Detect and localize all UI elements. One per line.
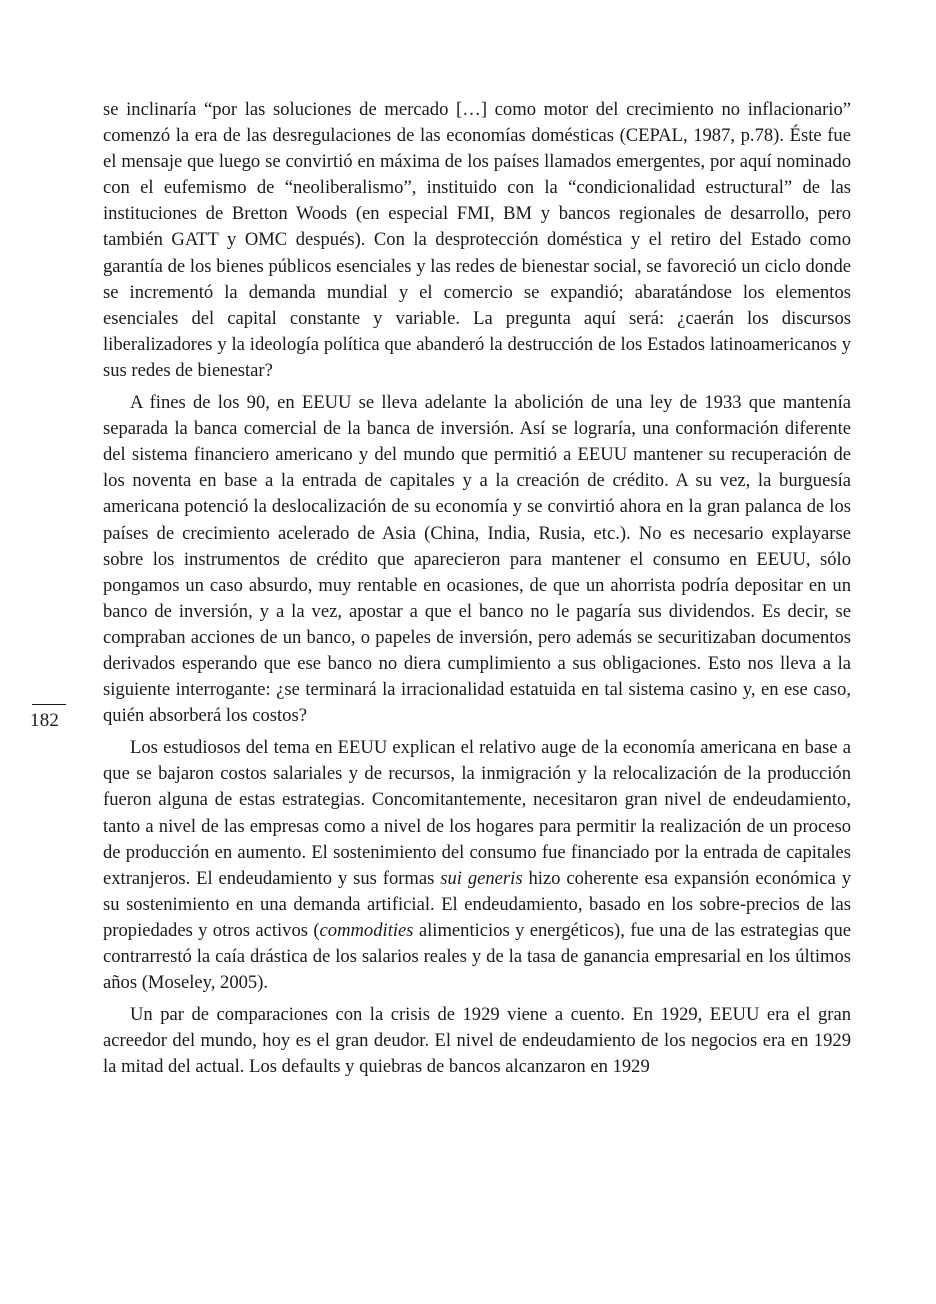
paragraph-4: Un par de comparaciones con la crisis de 1929 viene a cuento. En 1929, EEUU era el gran acreedor del mundo, hoy es el gran deudor. El nivel de endeudamiento de los negocios era en 1929 la mitad del actual. Los defaults y quiebras de bancos alcanzaron en 1929 [103, 1004, 851, 1078]
page-number-rule [32, 704, 66, 705]
paragraph-3 [103, 735, 851, 996]
paragraph-3-text-a: Los estudiosos del tema en EEUU explican el relativo auge de la economía americana en base a que se bajaron costos salariales y de recursos, la inmigración y la relocalización de la producción fueron alguna de estas estrategias. Concomitantemente, necesitaron gran nivel de endeudamiento, tanto a nivel de las empresas como a nivel de los hogares para permitir la realización de un proceso de producción en aumento. El sostenimiento del consumo fue financiado por la entrada de capitales extranjeros. El endeudamiento y sus formas [103, 737, 851, 889]
paragraph-2: A fines de los 90, en EEUU se lleva adelante la abolición de una ley de 1933 que mantenía separada la banca comercial de la banca de inversión. Así se lograría, una conformación diferente del sistema financiero americano y del mundo que permitió a EEUU mantener su recuperación de los noventa en base a la entrada de capitales y a la creación de crédito. A su vez, la burguesía americana potenció la deslocalización de su economía y se convirtió ahora en la gran palanca de los países de crecimiento acelerado de Asia (China, India, Rusia, etc.). No es necesario explayarse sobre los instrumentos de crédito que aparecieron para mantener el consumo en EEUU, sólo pongamos un caso absurdo, muy rentable en ocasiones, de que un ahorrista podría depositar en un banco de inversión, y a la vez, apostar a que el banco no le pagaría sus dividendos. Es decir, se compraban acciones de un banco, o papeles de inversión, pero además se securitizaban documentos derivados esperando que ese banco no diera cumplimiento a sus obligaciones. Esto nos lleva a la siguiente interrogante: ¿se terminará la irracionalidad estatuida en tal sistema casino y, en ese caso, quién absorberá los costos? [103, 392, 851, 727]
page-number: 182 [30, 710, 60, 731]
paragraph-3-text-b: hizo coherente esa expansión económica y su sostenimiento en una demanda artificial. El endeudamiento, basado en los sobre-precios de las propiedades y otros activos ( [103, 867, 852, 941]
body-text [103, 97, 851, 1080]
italic-term-sui-generis: sui generis [440, 867, 523, 889]
paragraph-3-text-c: alimenticios y energéticos), fue una de las estrategias que contrarrestó la caía drástica de los salarios reales y de la tasa de ganancia empresarial en los últimos años (Moseley, 2005). [103, 919, 851, 994]
italic-term-commodities: commodities [319, 919, 414, 941]
paragraph-1: se inclinaría “por las soluciones de mercado […] como motor del crecimiento no inflacionario” comenzó la era de las desregulaciones de las economías domésticas (CEPAL, 1987, p.78). Éste fue el mensaje que luego se convirtió en máxima de los países llamados emergentes, por aquí nominado con el eufemismo de “neoliberalismo”, instituido con la “condicionalidad estructural” de las instituciones de Bretton Woods (en especial FMI, BM y bancos regionales de desarrollo, pero también GATT y OMC después). Con la desprotección doméstica y el retiro del Estado como garantía de los bienes públicos esenciales y las redes de bienestar social, se favoreció un ciclo donde se incrementó la demanda mundial y el comercio se expandió; abaratándose los elementos esenciales del capital constante y variable. La pregunta aquí será: ¿caerán los discursos liberalizadores y la ideología política que abanderó la destrucción de los Estados latinoamericanos y sus redes de bienestar? [103, 99, 851, 381]
